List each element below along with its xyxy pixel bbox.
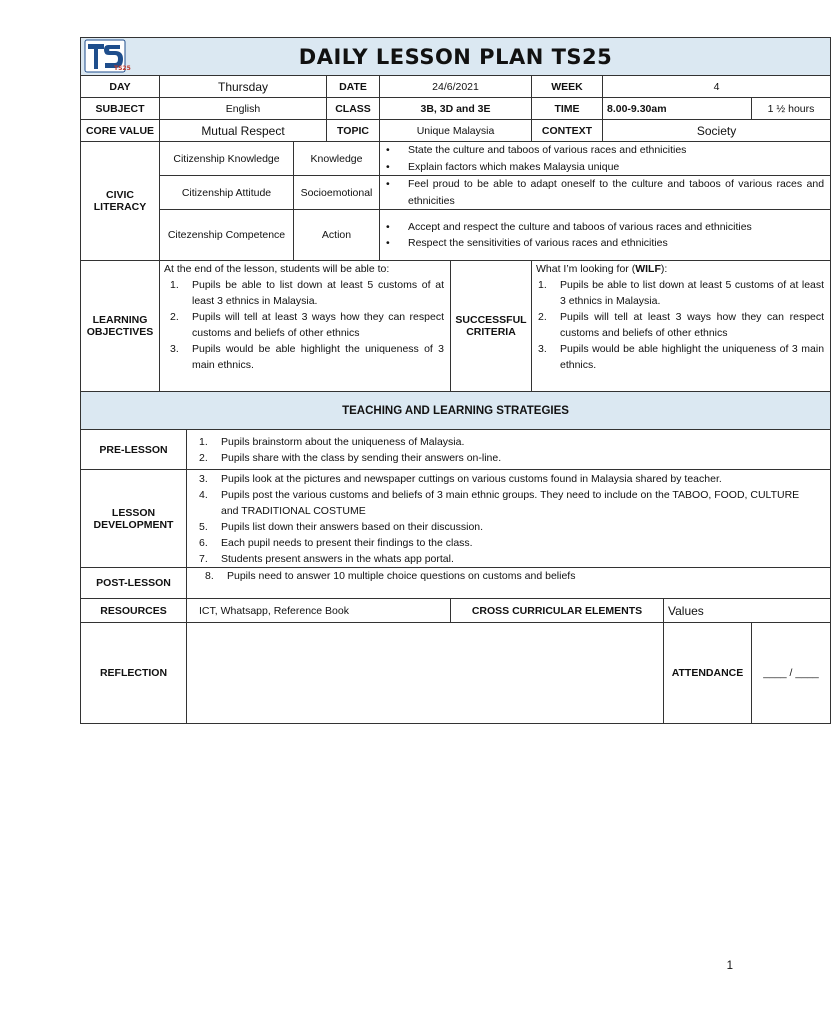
civic-row-items (380, 142, 831, 176)
step-item: 8. Pupils need to answer 10 multiple choice questions on customs and beliefs (205, 570, 576, 582)
civic-item: • Respect the sensitivities of various races and ethnicities (408, 235, 824, 252)
post-lesson-label: POST-LESSON (81, 568, 187, 599)
time-label: TIME (532, 98, 603, 120)
step-item: 4. Pupils post the various customs and beliefs of 3 main ethnic groups. They need to include on the TABOO, FOOD, CULTURE and TRADITIONAL COSTUME (199, 488, 800, 517)
school-logo (84, 39, 131, 73)
objective-item: 3. Pupils would be able highlight the uniqueness of 3 main ethnics. (170, 343, 444, 371)
date-label: DATE (327, 76, 380, 98)
civic-row-type: Socioemotional (294, 176, 380, 210)
successful-criteria-label: SUCCESSFUL CRITERIA (451, 261, 532, 392)
day-value: Thursday (160, 76, 327, 98)
civic-row-type: Action (294, 210, 380, 261)
lesson-development-steps (187, 470, 831, 568)
time-value: 8.00-9.30am (603, 98, 752, 120)
learning-objectives (160, 261, 451, 392)
reflection-field[interactable] (187, 623, 664, 724)
reflection-label: REFLECTION (81, 623, 187, 724)
day-label: DAY (81, 76, 160, 98)
attendance-label: ATTENDANCE (664, 623, 752, 724)
civic-item: • Explain factors which makes Malaysia unique (408, 159, 824, 176)
civic-literacy-label: CIVIC LITERACY (81, 142, 160, 261)
resources-value: ICT, Whatsapp, Reference Book (187, 599, 451, 623)
objective-item: 1. Pupils be able to list down at least 5 customs of at least 3 ethnics in Malaysia. (170, 279, 444, 307)
subject-value: English (160, 98, 327, 120)
page-number: 1 (726, 960, 733, 972)
duration-value: 1 ½ hours (752, 98, 831, 120)
context-value: Society (603, 120, 831, 142)
week-value: 4 (603, 76, 831, 98)
core-value-value: Mutual Respect (160, 120, 327, 142)
criteria-item: 3. Pupils would be able highlight the uniqueness of 3 main ethnics. (538, 343, 825, 371)
civic-row-items (380, 176, 831, 210)
context-label: CONTEXT (532, 120, 603, 142)
civic-item: • Feel proud to be able to adapt oneself to the culture and taboos of various races and ethnicities (408, 176, 824, 209)
civic-row-name: Citezenship Competence (160, 210, 294, 261)
class-value: 3B, 3D and 3E (380, 98, 532, 120)
date-value: 24/6/2021 (380, 76, 532, 98)
class-label: CLASS (327, 98, 380, 120)
lesson-plan-table (80, 37, 831, 724)
pre-lesson-label: PRE-LESSON (81, 430, 187, 470)
lesson-development-label: LESSON DEVELOPMENT (81, 470, 187, 568)
civic-row-name: Citizenship Knowledge (160, 142, 294, 176)
objectives-intro: At the end of the lesson, students will be able to: (164, 263, 390, 275)
cce-label: CROSS CURRICULAR ELEMENTS (451, 599, 664, 623)
successful-criteria (532, 261, 831, 392)
page-title: DAILY LESSON PLAN TS25 (298, 44, 613, 69)
pre-lesson-steps (187, 430, 831, 470)
civic-row-name: Citizenship Attitude (160, 176, 294, 210)
attendance-field[interactable]: ____ / ____ (752, 623, 831, 724)
learning-objectives-label: LEARNING OBJECTIVES (81, 261, 160, 392)
step-item: 2. Pupils share with the class by sending their answers on-line. (199, 451, 502, 464)
week-label: WEEK (532, 76, 603, 98)
title-row (81, 38, 831, 76)
civic-row-type: Knowledge (294, 142, 380, 176)
topic-label: TOPIC (327, 120, 380, 142)
resources-label: RESOURCES (81, 599, 187, 623)
logo-text: TS25 (114, 65, 131, 72)
objective-item: 2. Pupils will tell at least 3 ways how they can respect customs and beliefs of other ethnics (170, 311, 444, 339)
strategies-header: TEACHING AND LEARNING STRATEGIES (81, 392, 831, 430)
step-item: 3. Pupils look at the pictures and newspaper cuttings on various customs found in Malaysia shared by teacher. (199, 472, 722, 485)
cce-value: Values (664, 599, 831, 623)
civic-item: • Accept and respect the culture and taboos of various races and ethnicities (408, 219, 824, 236)
civic-row-items (380, 210, 831, 261)
criteria-item: 1. Pupils be able to list down at least 5 customs of at least 3 ethnics in Malaysia. (538, 279, 825, 307)
core-value-label: CORE VALUE (81, 120, 160, 142)
subject-label: SUBJECT (81, 98, 160, 120)
step-item: 1. Pupils brainstorm about the uniqueness of Malaysia. (199, 435, 465, 448)
criteria-intro: What I’m looking for (WILF): (536, 263, 668, 275)
civic-item: • State the culture and taboos of various races and ethnicities (408, 142, 824, 159)
step-item: 5. Pupils list down their answers based on their discussion. (199, 520, 484, 533)
step-item: 6. Each pupil needs to present their findings to the class. (199, 536, 473, 549)
post-lesson-steps (187, 568, 831, 599)
criteria-item: 2. Pupils will tell at least 3 ways how they can respect customs and beliefs of other ethnics (538, 311, 825, 339)
step-item: 7. Students present answers in the whats app portal. (199, 552, 454, 565)
topic-value: Unique Malaysia (380, 120, 532, 142)
